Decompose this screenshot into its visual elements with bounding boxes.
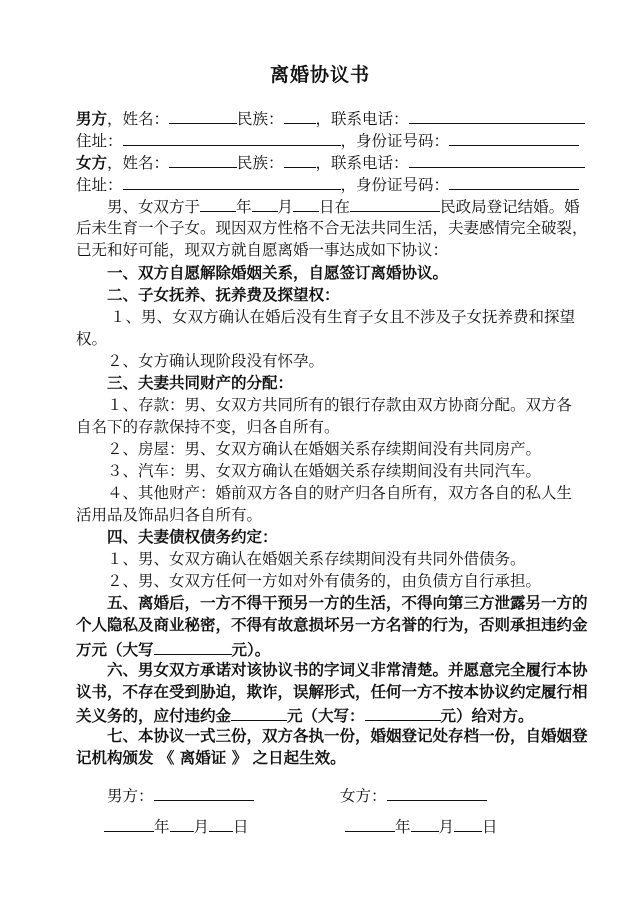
- intro-line-3: 已无和好可能，现双方就自愿离婚一事达成如下协议：: [76, 241, 449, 259]
- female-sign-year-field[interactable]: [345, 815, 395, 832]
- name-label: ，姓名：: [107, 154, 170, 172]
- section-3-item-1-cont: 自名下的存款保持不变，归各自所有。: [76, 418, 340, 436]
- section-4-item-1: １、男、女双方确认在婚姻关系存续期间没有共同外借债务。: [107, 550, 526, 568]
- female-sign-month-field[interactable]: [411, 815, 439, 832]
- id-label: ，身份证号码：: [340, 176, 450, 194]
- section-3-item-1: １、存款：男、女双方共同所有的银行存款由双方协商分配。双方各: [107, 396, 573, 414]
- section-3-item-3: ３、汽车：男、女双方确认在婚姻关系存续期间没有共同汽车。: [107, 462, 542, 480]
- marriage-day-field[interactable]: [293, 195, 319, 212]
- marriage-month-field[interactable]: [252, 195, 278, 212]
- male-id-field[interactable]: [449, 129, 579, 146]
- male-sign-year-field[interactable]: [104, 815, 154, 832]
- section-4-heading: 四、夫妻债权债务约定：: [107, 527, 278, 546]
- female-id-field[interactable]: [449, 173, 579, 190]
- male-info-line: [76, 107, 585, 129]
- section-7-line-1: 七、本协议一式三份，双方各执一份，婚姻登记处存档一份，自婚姻登: [107, 726, 588, 745]
- penalty-amount-words-field[interactable]: [154, 638, 232, 655]
- section-2-item-2: ２、女方确认现阶段没有怀孕。: [107, 352, 325, 370]
- month-label: 月: [277, 198, 294, 216]
- intro-line-1: [107, 195, 580, 217]
- section-7-line-2: 记机构颁发 《 离婚证 》 之日起生效。: [76, 748, 346, 767]
- female-sign-day-field[interactable]: [454, 815, 482, 832]
- ethnicity-label: 民族：: [237, 154, 284, 172]
- female-phone-field[interactable]: [409, 151, 585, 168]
- section-2-item-1-cont: 权。: [76, 330, 108, 348]
- male-address-line: [76, 129, 579, 151]
- ethnicity-label: 民族：: [237, 110, 284, 128]
- section-6-text: 元（大写：: [287, 706, 365, 725]
- female-address-line: [76, 173, 579, 195]
- section-1-heading: 一、双方自愿解除婚姻关系，自愿签订离婚协议。: [107, 263, 449, 282]
- section-5-line-1: 五、离婚后，一方不得干预另一方的生活，不得向第三方泄露另一方的: [107, 593, 588, 612]
- male-label: 男方: [76, 109, 108, 128]
- male-sign-day-field[interactable]: [209, 815, 233, 832]
- year-label: 年: [154, 818, 170, 836]
- address-label: 住址：: [76, 132, 123, 150]
- male-signature-line: [107, 784, 254, 806]
- female-signature-field[interactable]: [387, 784, 487, 801]
- address-label: 住址：: [76, 176, 123, 194]
- document-title: 离婚协议书: [269, 64, 370, 86]
- section-5-line-3: [76, 638, 270, 660]
- section-2-item-1: １、男、女双方确认在婚后没有生育子女且不涉及子女抚养费和探望: [110, 308, 576, 326]
- male-sign-month-field[interactable]: [170, 815, 194, 832]
- female-label: 女方: [76, 153, 108, 172]
- male-name-field[interactable]: [169, 107, 237, 124]
- id-label: ，身份证号码：: [340, 132, 450, 150]
- month-label: 月: [438, 818, 455, 836]
- section-3-item-2: ２、房屋：男、女双方确认在婚姻关系存续期间没有共同房产。: [107, 440, 542, 458]
- section-6-text: 元）给对方。: [440, 706, 534, 725]
- female-signature-line: [340, 784, 487, 806]
- penalty-amount-field[interactable]: [231, 704, 287, 721]
- female-address-field[interactable]: [123, 173, 341, 190]
- section-3-heading: 三、夫妻共同财产的分配：: [107, 373, 294, 392]
- section-5-line-2: 个人隐私及商业秘密，不得有故意损坏另一方名誉的行为，否则承担违约金: [76, 615, 588, 634]
- intro-text: 民政局登记结婚。婚: [440, 198, 580, 216]
- penalty-amount-words-field[interactable]: [365, 704, 441, 721]
- male-signature-label: 男方：: [107, 787, 154, 805]
- section-3-item-4: ４、其他财产：婚前双方各自的财产归各自所有，双方各自的私人生: [107, 484, 573, 502]
- month-label: 月: [193, 818, 210, 836]
- section-6-line-3: [76, 704, 534, 726]
- female-signature-label: 女方：: [340, 787, 387, 805]
- day-label: 日: [482, 818, 498, 836]
- female-sign-date: [345, 815, 498, 837]
- intro-line-2: 后未生育一个子女。现因双方性格不合无法共同生活，夫妻感情完全破裂，: [76, 219, 588, 237]
- male-signature-field[interactable]: [154, 784, 254, 801]
- section-4-item-2: ２、男、女双方任何一方如对外有债务的，由负债方自行承担。: [107, 572, 542, 590]
- marriage-year-field[interactable]: [200, 195, 236, 212]
- male-ethnicity-field[interactable]: [284, 107, 316, 124]
- female-ethnicity-field[interactable]: [284, 151, 316, 168]
- section-2-heading: 二、子女抚养、抚养费及探望权：: [107, 285, 340, 304]
- name-label: ，姓名：: [107, 110, 170, 128]
- male-phone-field[interactable]: [409, 107, 585, 124]
- civil-affairs-bureau-field[interactable]: [350, 195, 440, 212]
- female-info-line: [76, 151, 585, 173]
- section-5-text: 万元（大写: [76, 640, 154, 659]
- section-6-line-1: 六、男女双方承诺对该协议书的字词义非常清楚。并愿意完全履行本协: [107, 660, 588, 679]
- section-6-text: 关义务的，应付违约金: [76, 706, 232, 725]
- phone-label: ，联系电话：: [315, 154, 409, 172]
- year-label: 年: [236, 198, 252, 216]
- phone-label: ，联系电话：: [315, 110, 409, 128]
- section-3-item-4-cont: 活用品及饰品归各自所有。: [76, 506, 263, 524]
- section-6-line-2: 议书，不存在受到胁迫，欺诈，误解形式，任何一方不按本协议约定履行相: [76, 682, 588, 701]
- female-name-field[interactable]: [169, 151, 237, 168]
- male-sign-date: [104, 815, 249, 837]
- day-label: 日: [233, 818, 249, 836]
- intro-text: 日在: [319, 198, 351, 216]
- year-label: 年: [395, 818, 411, 836]
- male-address-field[interactable]: [123, 129, 341, 146]
- intro-text: 男、女双方于: [107, 198, 201, 216]
- section-5-text: 元）。: [231, 640, 271, 659]
